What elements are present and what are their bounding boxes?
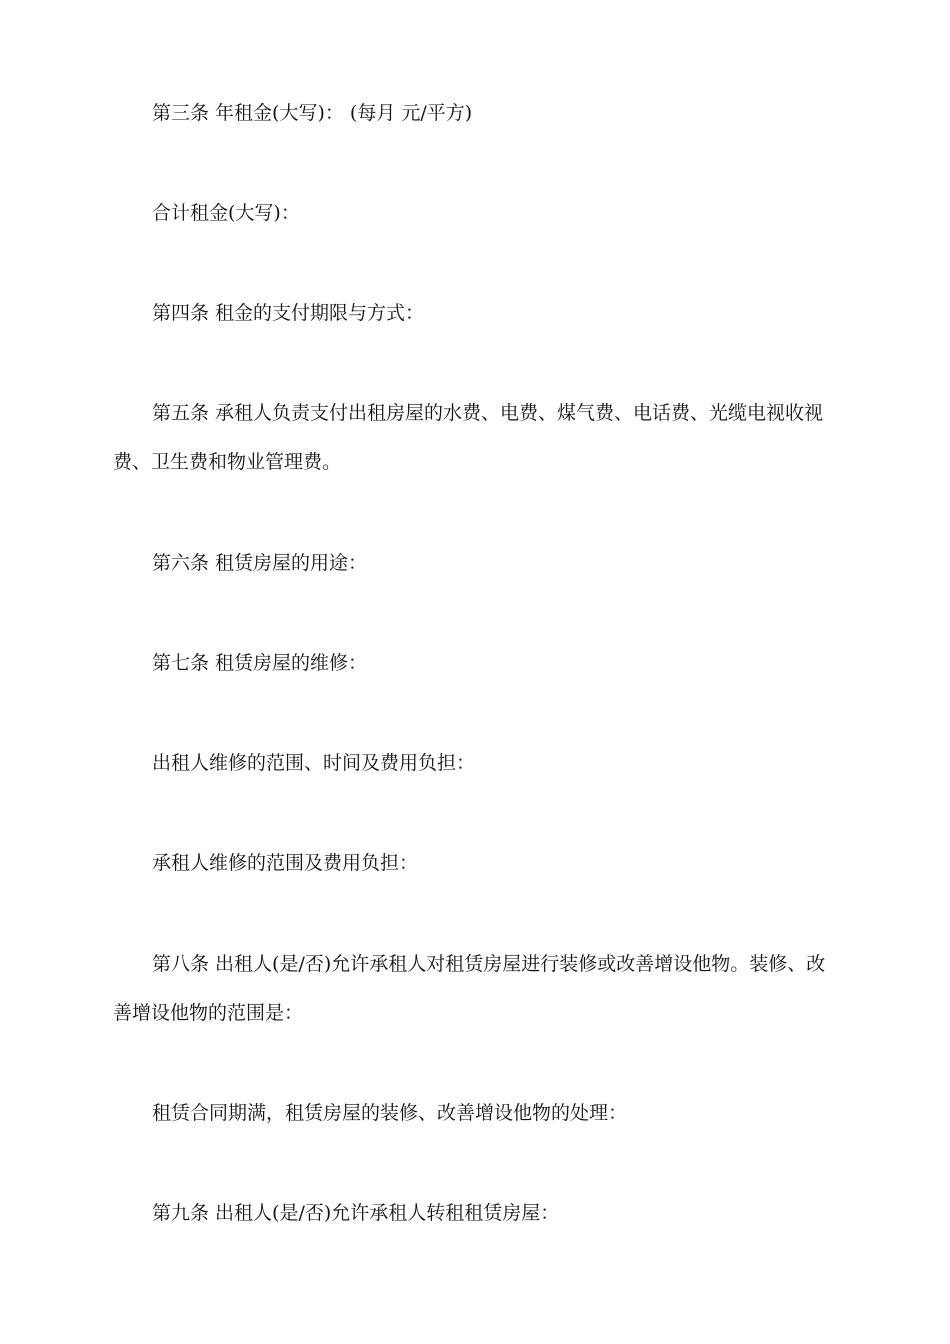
clause-4-payment-terms: 第四条 租金的支付期限与方式： bbox=[152, 302, 425, 324]
clause-5-fees: 第五条 承租人负责支付出租房屋的水费、电费、煤气费、电话费、光缆电视收视费、卫生费和物业管理费。 bbox=[113, 402, 824, 473]
lessee-maintenance: 承租人维修的范围及费用负担： bbox=[152, 852, 419, 874]
clause-3-annual-rent: 第三条 年租金(大写)： (每月 元/平方) bbox=[152, 102, 473, 124]
clause-6-purpose: 第六条 租赁房屋的用途： bbox=[152, 552, 368, 574]
renovation-on-expiry: 租赁合同期满，租赁房屋的装修、改善增设他物的处理： bbox=[152, 1102, 628, 1124]
lessor-maintenance: 出租人维修的范围、时间及费用负担： bbox=[152, 752, 476, 774]
total-rent: 合计租金(大写)： bbox=[152, 202, 300, 224]
clause-8-renovation: 第八条 出租人(是/否)允许承租人对租赁房屋进行装修或改善增设他物。装修、改善增设他物的范围是： bbox=[113, 953, 826, 1024]
clause-7-maintenance: 第七条 租赁房屋的维修： bbox=[152, 652, 368, 674]
clause-9-sublease: 第九条 出租人(是/否)允许承租人转租租赁房屋： bbox=[152, 1202, 560, 1224]
